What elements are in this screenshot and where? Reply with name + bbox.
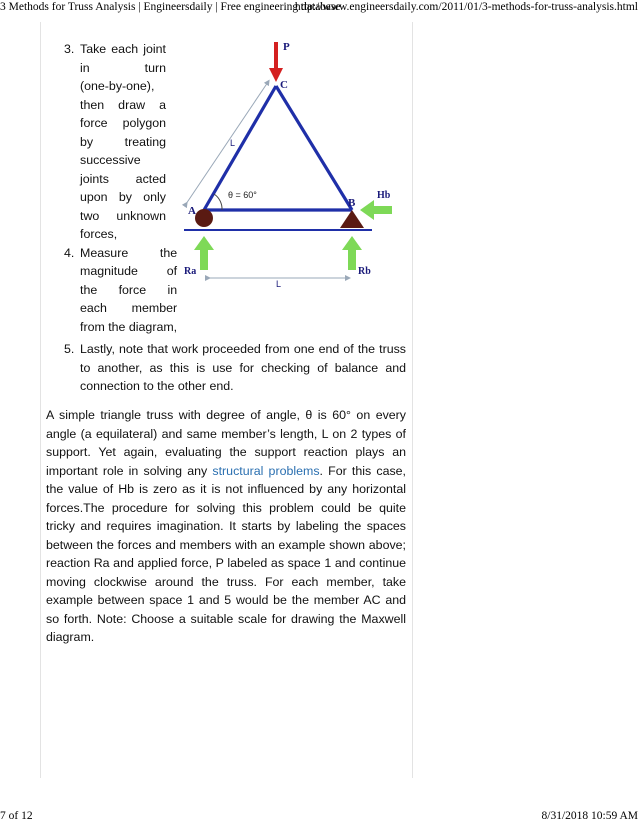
- paragraph-text: . For this case, the value of Hb is zero as it is not influenced by any horizontal forces.The procedure for solving this problem could be quite tricky and requires imagination. It starts by labeling the spaces between the forces and members with an example shown above; reaction Ra and applied force, P labeled as space 1 and continue moving clockwise around the truss. For each member, take example between space 1 and 5 would be the member AC and so forth. Note: Choose a suitable scale for drawing the Maxwell diagram.: [46, 463, 407, 644]
- list-line: two unknown: [80, 208, 166, 223]
- list-line: magnitude of: [80, 264, 178, 278]
- list-line: by treating: [80, 134, 166, 149]
- dimension-line-ac: [186, 82, 268, 204]
- list-line: successive: [80, 153, 141, 167]
- reaction-arrow-hb: [360, 200, 392, 220]
- list-item-4: [64, 244, 178, 337]
- content-border-left: [40, 22, 41, 778]
- list-line: force polygon: [80, 116, 166, 130]
- list-line: each member: [80, 301, 178, 315]
- label-theta: θ = 60°: [228, 190, 257, 200]
- list-line: upon by only: [80, 190, 166, 204]
- list-line: (one-by-one),: [80, 79, 155, 93]
- list-line: in turn: [80, 60, 166, 75]
- label-l-side: L: [230, 138, 236, 148]
- label-hb: Hb: [377, 190, 391, 201]
- list-line: then draw a: [80, 97, 166, 112]
- label-l-base: L: [276, 279, 282, 288]
- label-rb: Rb: [358, 266, 371, 277]
- list-item-5: [64, 340, 406, 396]
- list-line: joints acted: [80, 171, 166, 186]
- list-number: 5.: [64, 342, 75, 356]
- structural-problems-link[interactable]: structural problems: [212, 463, 320, 478]
- angle-arc: [214, 194, 222, 210]
- print-datetime: 8/31/2018 10:59 AM: [541, 810, 638, 822]
- member-cb: [276, 86, 352, 210]
- reaction-arrow-rb: [342, 236, 362, 270]
- list-line: the force in: [80, 282, 178, 297]
- body-paragraph: [46, 406, 406, 647]
- page-header-url[interactable]: http://www.engineersdaily.com/2011/01/3-methods-for-truss-analysis.html: [294, 1, 638, 13]
- support-a: [195, 209, 213, 227]
- truss-diagram-svg: [176, 38, 396, 288]
- narrow-list: [64, 40, 178, 336]
- page-header-title: 3 Methods for Truss Analysis | Engineersdaily | Free engineering database: [0, 1, 341, 13]
- list-line: from the diagram,: [80, 319, 178, 334]
- list-text: Lastly, note that work proceeded from one end of the truss to another, as this is use for checking of balance and connection to the other end.: [80, 342, 406, 393]
- label-c: C: [280, 79, 288, 91]
- list-text: [80, 244, 177, 337]
- support-b: [340, 210, 364, 228]
- label-ra: Ra: [184, 266, 197, 277]
- page-number: 7 of 12: [0, 810, 33, 822]
- list-line: Measure the: [80, 245, 178, 260]
- label-a: A: [188, 205, 196, 217]
- list-item-3: [64, 40, 166, 244]
- truss-diagram: [176, 38, 396, 293]
- list-number: 4.: [64, 245, 75, 260]
- content-border-right: [412, 22, 413, 778]
- list-number: 3.: [64, 42, 75, 56]
- list-line: Take each joint: [80, 42, 166, 56]
- label-b: B: [348, 197, 356, 209]
- label-p: P: [283, 41, 290, 53]
- paragraph-text: A simple triangle truss with degree of angle, θ is 60° on every angle (a equilateral) and same member’s length, L on 2 types of support. Yet again, evaluating the support reaction plays an important role in solving any: [46, 408, 406, 478]
- reaction-arrow-ra: [194, 236, 214, 270]
- list-line: forces,: [80, 227, 118, 241]
- list-text: [80, 40, 166, 244]
